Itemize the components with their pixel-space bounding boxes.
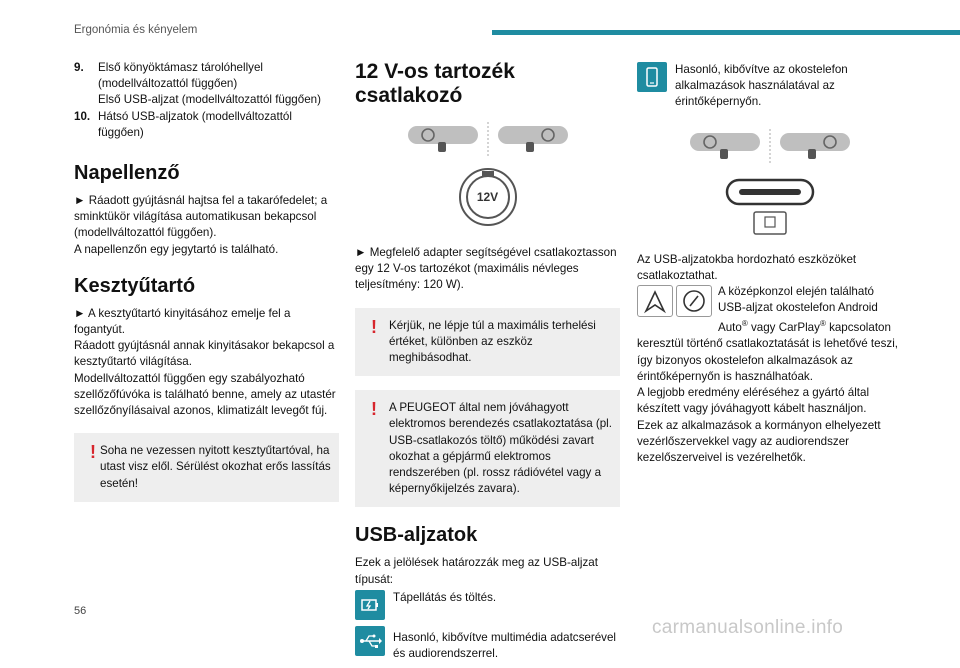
list-item-10: [74, 109, 339, 141]
header-accent-bar: [492, 30, 960, 35]
paragraph-text: vagy CarPlay: [747, 321, 820, 335]
item-text: (modellváltozattól függően): [98, 77, 238, 91]
12v-socket-illustration: [458, 167, 518, 227]
warning-icon: !: [371, 316, 377, 337]
battery-charge-icon: [355, 590, 385, 620]
paragraph: ► Megfelelő adapter segítségével csatlakoztasson egy 12 V-os tartozékot (maximális névleges teljesítmény: 120 W).: [355, 246, 617, 292]
paragraph: A legjobb eredmény eléréséhez a gyártó által készített vagy jóváhagyott kábelt használjon.: [637, 386, 870, 416]
paragraph-with-icons: [637, 284, 902, 385]
paragraph-text: A középkonzol elején található USB-aljzat okostelefon Android Auto: [718, 285, 878, 335]
item-number: 10.: [74, 109, 91, 123]
usb-type-row: [637, 62, 902, 111]
list-item-9: [74, 60, 339, 109]
column-2: [355, 60, 620, 668]
paragraph: ► Ráadott gyújtásnál hajtsa fel a takarófedelet; a sminktükör világítása automatikusan bekapcsol (modellváltozattól függően).: [74, 194, 328, 240]
column-3: [637, 60, 902, 466]
usb-type-text: Hasonló, kibővítve az okostelefon alkalmazások használatával az érintőképernyőn.: [675, 63, 848, 109]
warning-icon: !: [90, 442, 96, 463]
paragraph: Az USB-aljzatokba hordozható eszközöket csatlakoztathat.: [637, 252, 857, 282]
paragraph: A napellenzőn egy jegytartó is található.: [74, 242, 279, 256]
smartphone-icon: [637, 62, 667, 92]
warning-icon: !: [371, 399, 377, 420]
warning-box: [74, 433, 339, 502]
warning-text: Soha ne vezessen nyitott kesztyűtartóval, ha utast visz elől. Sérülést okozhat erős lassítás esetén!: [100, 444, 331, 490]
android-auto-icon: [637, 285, 673, 317]
heading-12v: 12 V-os tartozék csatlakozó: [355, 60, 515, 107]
heading-kesztyutarto: Kesztyűtartó: [74, 274, 196, 297]
paragraph: Ezek a jelölések határozzák meg az USB-aljzat típusát:: [355, 556, 598, 586]
paragraph: Ráadott gyújtásnál annak kinyitásakor bekapcsol a kesztyűtartó világítása.: [74, 339, 335, 369]
usb-icon: [355, 626, 385, 656]
usb-type-text: Hasonló, kibővítve multimédia adatcserével és audiorendszerrel.: [393, 630, 616, 661]
page-header: [0, 0, 960, 40]
warning-box: [355, 308, 620, 377]
registered-mark: ®: [819, 319, 826, 329]
section-title: Ergonómia és kényelem: [74, 24, 198, 36]
carplay-icon: [676, 285, 712, 317]
column-1: [74, 60, 339, 516]
item-text: Hátsó USB-aljzatok (modellváltozattól függően): [98, 109, 292, 139]
usb-type-row: [355, 626, 620, 662]
usb-type-row: [355, 590, 620, 620]
item-text: Első USB-aljzat (modellváltozattól függően): [98, 93, 321, 107]
item-number: 9.: [74, 61, 84, 74]
usb-c-port-icon: [725, 176, 815, 236]
warning-box: [355, 390, 620, 507]
heading-usb: USB-aljzatok: [355, 524, 478, 547]
paragraph-text: kapcsolaton keresztül történő csatlakoztatását is lehetővé teszi, így bizonyos okostelefon alkalmazások az érintőképernyőn is használhatóak.: [637, 321, 898, 383]
seat-heating-indicator-icon: [680, 125, 860, 170]
page-number: 56: [74, 605, 87, 617]
watermark: carmanualsonline.info: [652, 617, 844, 638]
heading-napellenzo: Napellenző: [74, 162, 180, 185]
seat-heating-indicator-icon: [398, 118, 578, 163]
warning-text: Kérjük, ne lépje túl a maximális terhelési értéket, különben az eszköz meghibásodhat.: [389, 318, 596, 365]
usb-type-text: Tápellátás és töltés.: [393, 590, 497, 604]
warning-text: A PEUGEOT által nem jóváhagyott elektromos berendezés csatlakoztatása (pl. USB-csatlakozós töltő) működési zavart okozhat a gépjármű elektromos rendszerében (pl. rossz rádióvétel vagy a képernyőkijelzés zavara).: [389, 401, 612, 496]
paragraph: Ezek az alkalmazások a kormányon elhelyezett vezérlőszervekkel vagy az audiorendszer kezelőszerveivel is vezérelhetők.: [637, 418, 881, 464]
paragraph: ► A kesztyűtartó kinyitásához emelje fel a fogantyút.: [74, 306, 291, 337]
registered-mark: ®: [741, 319, 748, 329]
paragraph: Modellváltozattól függően egy szabályozható szellőzőfúvóka is található benne, amely az utastér szellőzőnyílásaival azonos, klimatizált levegőt fúj.: [74, 371, 336, 418]
socket-label: 12V: [476, 190, 499, 204]
item-text: Első könyöktámasz tárolóhellyel: [98, 61, 263, 74]
